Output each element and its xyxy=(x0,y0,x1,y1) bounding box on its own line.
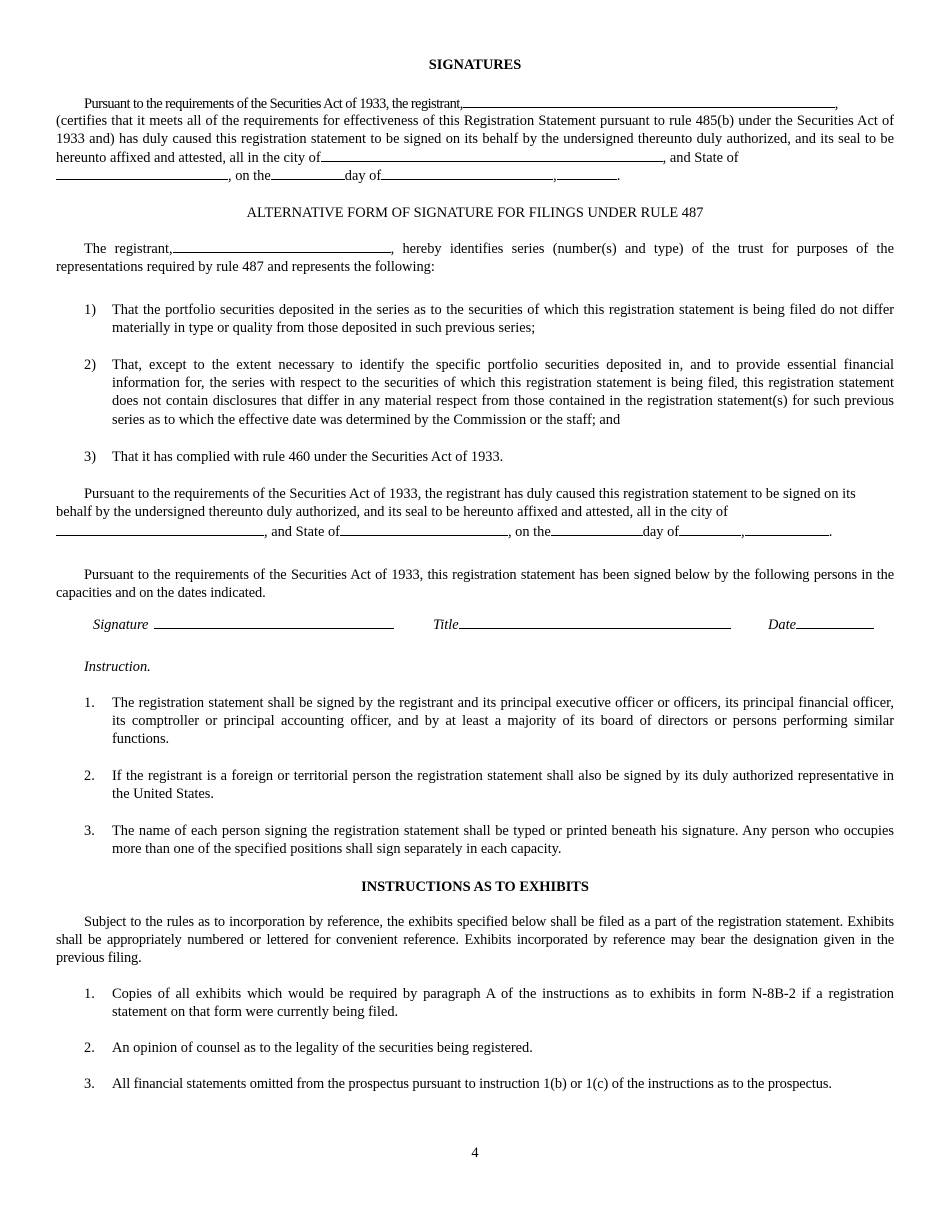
alt-item-number: 3) xyxy=(84,449,96,465)
exhibit-item-3 xyxy=(84,1075,894,1093)
alt-state-blank[interactable] xyxy=(340,522,508,536)
alt-form-intro xyxy=(56,239,894,276)
instruction-item-text: The name of each person signing the registration statement shall be typed or printed beneath his signature. Any person who occupies more than one of the specified positions shall sign separately in each capacity. xyxy=(112,823,894,858)
alt-para2-text-c: , on the xyxy=(507,524,551,540)
instruction-item-1 xyxy=(84,694,894,749)
signatures-paragraph xyxy=(56,94,894,113)
instruction-item-text: If the registrant is a foreign or territorial person the registration statement shall also be signed by its duly authorized representative in the United States. xyxy=(112,768,894,803)
instruction-item-3 xyxy=(84,822,894,858)
exhibit-item-number: 1. xyxy=(84,986,95,1002)
year-blank[interactable] xyxy=(557,166,617,180)
exhibit-item-1 xyxy=(84,985,894,1021)
para1-text-h: . xyxy=(616,168,621,184)
alt-para2-text-b: , and State of xyxy=(264,524,340,540)
instruction-item-number: 1. xyxy=(84,695,95,711)
alt-form-heading: ALTERNATIVE FORM OF SIGNATURE FOR FILINGS UNDER RULE 487 xyxy=(246,205,704,221)
alt-city-blank[interactable] xyxy=(56,522,264,536)
exhibit-item-text: An opinion of counsel as to the legality of the securities being registered. xyxy=(112,1040,533,1056)
exhibit-item-2 xyxy=(84,1039,894,1057)
exhibits-heading: INSTRUCTIONS AS TO EXHIBITS xyxy=(361,879,589,895)
alt-day-blank[interactable] xyxy=(551,522,643,536)
instruction-item-number: 3. xyxy=(84,823,95,839)
alt-item-text: That it has complied with rule 460 under the Securities Act of 1933. xyxy=(112,449,504,465)
month-blank[interactable] xyxy=(381,166,553,180)
alt-item-number: 2) xyxy=(84,357,96,373)
alt-form-paragraph-2-tail xyxy=(56,522,894,541)
alt-intro-text-b: , hereby identifies series (number(s) and type) of the trust for purposes of the representations required by rule 487 and represents the following: xyxy=(56,241,894,276)
para1-text-f: day of xyxy=(344,168,382,184)
alt-item-number: 1) xyxy=(84,302,96,318)
signature-field xyxy=(93,615,394,634)
exhibits-paragraph: Subject to the rules as to incorporation by reference, the exhibits specified below shall be filed as a part of the registration statement. Exhibits shall be appropriately numbered or lettered for convenient reference. Exhibits incorporated by reference may bear the designation given in the previous filing. xyxy=(56,914,894,967)
exhibit-item-number: 2. xyxy=(84,1040,95,1056)
alt-intro-text-a: The registrant, xyxy=(84,241,173,257)
alt-para2-text-f: . xyxy=(828,524,833,540)
para1-text-c: (certifies that it meets all of the requirements for effectiveness of this Registration Statement pursuant to rule 485(b) under the Securities Act of 1933 and) has duly caused this registration statement to be signed on its behalf by the undersigned thereunto duly authorized, and its seal to be hereunto affixed and attested, all in the city of xyxy=(56,113,894,167)
alt-item-1 xyxy=(84,301,894,337)
alt-registrant-blank[interactable] xyxy=(173,239,391,253)
signatures-paragraph-tail xyxy=(56,166,894,185)
date-label: Date xyxy=(768,617,796,633)
alt-month-blank[interactable] xyxy=(679,522,741,536)
title-label: Title xyxy=(433,617,459,633)
registrant-name-blank[interactable] xyxy=(463,94,835,108)
alt-item-2 xyxy=(84,356,894,429)
date-field xyxy=(768,615,874,634)
alt-form-paragraph-2 xyxy=(56,485,882,521)
signature-label: Signature xyxy=(93,617,149,633)
alt-para2-text-a: Pursuant to the requirements of the Securities Act of 1933, the registrant has duly caused this registration statement to be signed on its behalf by the undersigned thereunto duly authorized, and its seal to be hereunto affixed and attested, all in the city of xyxy=(56,486,856,521)
para1-text-b: , xyxy=(834,96,839,112)
title-blank[interactable] xyxy=(459,615,731,629)
alt-year-blank[interactable] xyxy=(745,522,829,536)
exhibit-item-text: Copies of all exhibits which would be required by paragraph A of the instructions as to exhibits in form N-8B-2 if a registration statement on that form were currently being filed. xyxy=(112,986,894,1021)
alt-para2-text-e: , xyxy=(741,524,745,540)
signatures-heading: SIGNATURES xyxy=(428,57,522,73)
para1-text-e: , on the xyxy=(228,168,271,184)
signature-blank[interactable] xyxy=(154,615,394,629)
title-field xyxy=(433,615,731,634)
city-blank[interactable] xyxy=(321,148,663,162)
date-blank[interactable] xyxy=(796,615,874,629)
exhibit-item-number: 3. xyxy=(84,1076,95,1092)
para1-text-d: , and State of xyxy=(662,150,739,167)
instruction-item-text: The registration statement shall be signed by the registrant and its principal executive officer or officers, its principal financial officer, its comptroller or principal accounting officer, and by at least a majority of its board of directors or persons performing similar functions. xyxy=(112,695,894,748)
alt-para2-text-d: day of xyxy=(642,524,680,540)
instruction-item-2 xyxy=(84,767,894,803)
para1-text-a: Pursuant to the requirements of the Securities Act of 1933, the registrant, xyxy=(84,96,463,112)
alt-item-text: That, except to the extent necessary to identify the specific portfolio securities deposited in, and to provide essential financial information for, the series with respect to the securities of which this registration statement is being filed, this registration statement does not contain disclosures that differ in any material respect from those contained in the registration statement(s) for such previous series as to which the effective date was determined by the Commission or the staff; and xyxy=(112,357,894,428)
alt-item-3 xyxy=(84,448,894,466)
persons-paragraph: Pursuant to the requirements of the Securities Act of 1933, this registration statement has been signed below by the following persons in the capacities and on the dates indicated. xyxy=(56,567,894,602)
day-blank[interactable] xyxy=(271,166,345,180)
instruction-label: Instruction. xyxy=(84,659,151,675)
alt-item-text: That the portfolio securities deposited in the series as to the securities of which this registration statement is being filed do not differ materially in type or quality from those deposited in such previous series; xyxy=(112,302,894,337)
signatures-paragraph-body xyxy=(56,112,894,168)
state-blank[interactable] xyxy=(56,166,228,180)
exhibit-item-text: All financial statements omitted from the prospectus pursuant to instruction 1(b) or 1(c) of the instructions as to the prospectus. xyxy=(112,1076,832,1092)
instruction-item-number: 2. xyxy=(84,768,95,784)
para1-text-g: , xyxy=(553,168,557,184)
page-number: 4 xyxy=(471,1145,479,1161)
